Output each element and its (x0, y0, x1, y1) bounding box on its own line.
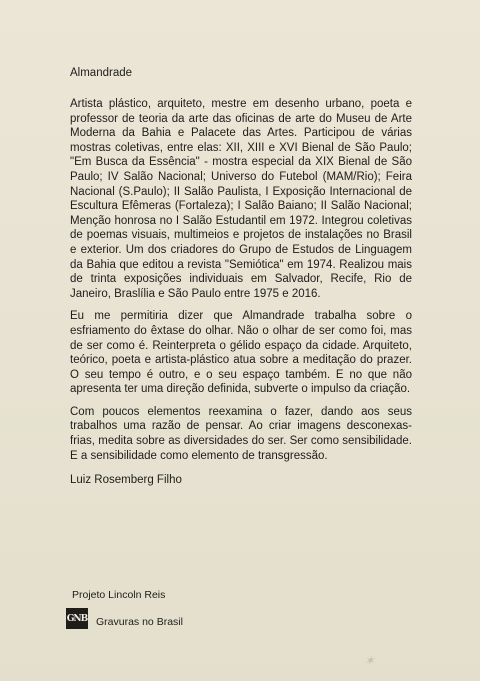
brand-name: Gravuras no Brasil (96, 616, 183, 628)
critique-paragraph-1: Eu me permitiria dizer que Almandrade trabalha sobre o esfriamento do êxtase do olhar. Não o olhar de ser como foi, mas de ser como é. Reinterpreta o gélido espaço da cidade. Arquiteto, teórico, poeta e artista-plástico atua sobre a meditação do prazer. O seu tempo é outro, e o seu espaço também. E no que não apresenta ter uma direção definida, subverte o impulso da criação. (70, 310, 412, 396)
biography-paragraph: Artista plástico, arquiteto, mestre em desenho urbano, poeta e professor de teoria da arte das oficinas de arte do Museu de Arte Moderna da Bahia e Palacete das Artes. Participou de várias mostras coletivas, entre elas: XII, XIII e XVI Bienal de São Paulo; "Em Busca da Essência" - mostra especial da XIX Bienal de São Paulo; IV Salão Nacional; Universo do Futebol (MAM/Rio); Feira Nacional (S.Paulo); II Salão Paulista, I Exposição Internacional de Escultura Efêmeras (Fortaleza); I Salão Baiano; II Salão Nacional; Menção honrosa no I Salão Estudantil em 1972. Integrou coletivas de poemas visuais, multimeios e projetos de instalações no Brasil e exterior. Um dos criadores do Grupo de Estudos de Linguagem da Bahia que editou a revista "Semiótica" em 1974. Realizou mais de trinta exposições individuais em Salvador, Recife, Rio de Janeiro, Braslília e São Paulo entre 1975 e 2016. (70, 98, 412, 300)
watermark-icon: ✶ (364, 654, 375, 669)
project-name: Projeto Lincoln Reis (72, 589, 166, 601)
author-signature: Luiz Rosemberg Filho (70, 474, 182, 487)
artist-name: Almandrade (70, 67, 133, 79)
gnb-logo-icon: GNB (66, 608, 88, 629)
critique-paragraph-2: Com poucos elementos reexamina o fazer, dando aos seus trabalhos uma razão de pensar. Ao criar imagens desconexas-frias, medita sobre as diversidades do ser. Ser como sensibilidade. E a sensibilidade como elemento de transgressão. (70, 405, 412, 462)
brand (66, 608, 183, 629)
